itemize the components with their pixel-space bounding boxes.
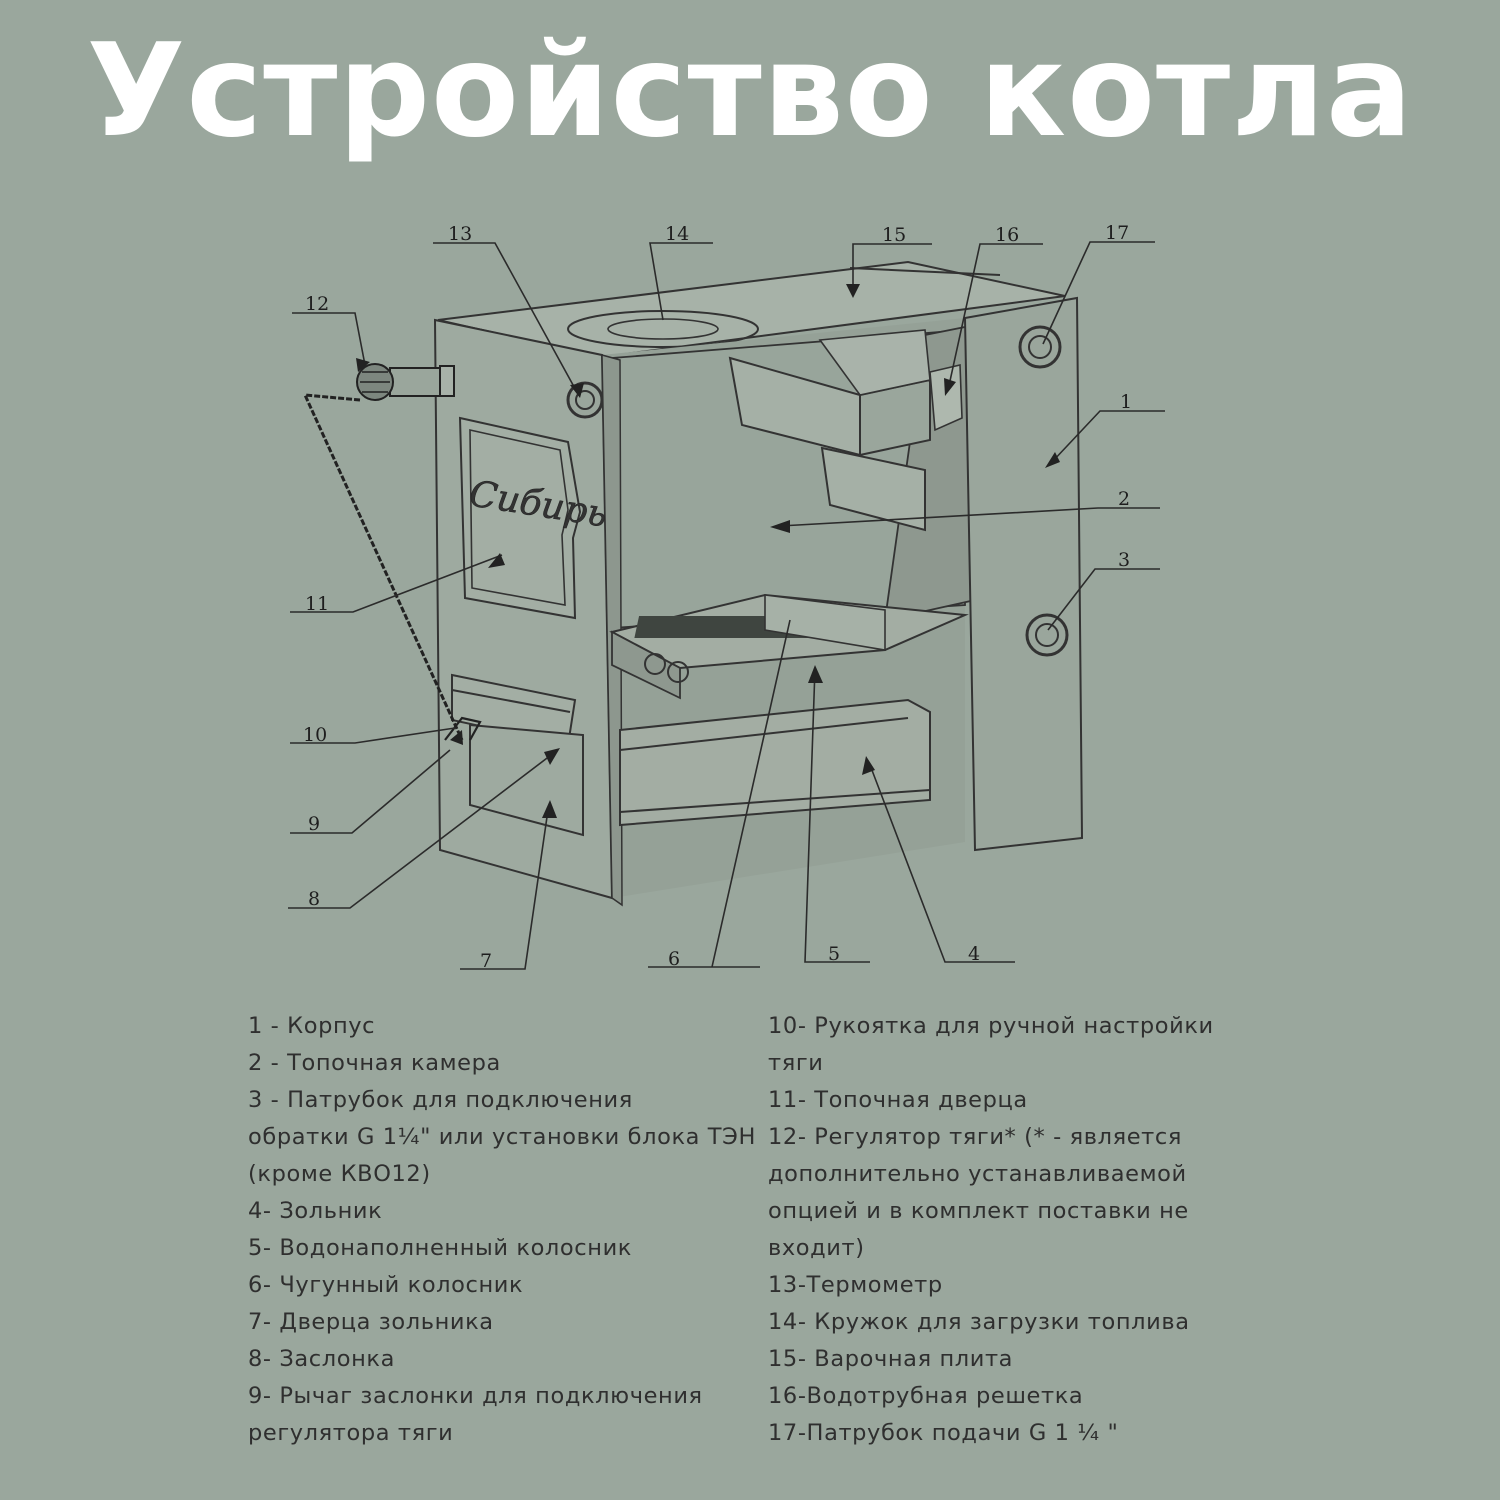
side-panel bbox=[965, 298, 1082, 850]
legend-item: 14- Кружок для загрузки топлива bbox=[768, 1309, 1190, 1335]
legend-item: 9- Рычаг заслонки для подключения bbox=[248, 1383, 703, 1409]
callout-16: 16 bbox=[995, 224, 1020, 246]
callout-12: 12 bbox=[305, 293, 330, 315]
legend-item: 7- Дверца зольника bbox=[248, 1309, 494, 1335]
logo-text: Сибирь bbox=[466, 473, 610, 536]
callout-14: 14 bbox=[665, 223, 690, 245]
return-pipe bbox=[1027, 615, 1067, 655]
legend-item: (кроме КВО12) bbox=[248, 1161, 431, 1187]
page-title: Устройство котла bbox=[86, 17, 1414, 166]
callout-3: 3 bbox=[1118, 549, 1131, 571]
legend-item: 6- Чугунный колосник bbox=[248, 1272, 524, 1298]
legend-right bbox=[768, 1008, 1214, 1452]
legend-item: 3 - Патрубок для подключения bbox=[248, 1087, 633, 1113]
callout-6: 6 bbox=[668, 948, 681, 970]
legend-item: 16-Водотрубная решетка bbox=[768, 1383, 1084, 1409]
legend-item: 1 - Корпус bbox=[248, 1013, 376, 1039]
boiler-body bbox=[305, 262, 1082, 905]
legend-item: 13-Термометр bbox=[768, 1272, 943, 1298]
legend-item: 15- Варочная плита bbox=[768, 1346, 1014, 1372]
legend-item: тяги bbox=[768, 1050, 824, 1076]
callout-13: 13 bbox=[448, 223, 473, 245]
callout-1: 1 bbox=[1120, 391, 1133, 413]
legend-left bbox=[248, 1008, 756, 1452]
draft-regulator bbox=[357, 364, 454, 400]
legend-item: 11- Топочная дверца bbox=[768, 1087, 1028, 1113]
legend-item: 2 - Топочная камера bbox=[248, 1050, 501, 1076]
callout-17: 17 bbox=[1105, 222, 1130, 244]
legend-item: 4- Зольник bbox=[248, 1198, 383, 1224]
legend-item: опцией и в комплект поставки не bbox=[768, 1198, 1189, 1224]
callout-5: 5 bbox=[828, 943, 841, 965]
callout-8: 8 bbox=[308, 888, 321, 910]
supply-pipe bbox=[1020, 327, 1060, 367]
callout-7: 7 bbox=[480, 950, 493, 972]
callout-15: 15 bbox=[882, 224, 907, 246]
callout-11: 11 bbox=[305, 593, 330, 615]
legend-item: 12- Регулятор тяги* (* - является bbox=[768, 1124, 1182, 1150]
legend-item: обратки G 1¼" или установки блока ТЭН bbox=[248, 1124, 756, 1150]
callout-2: 2 bbox=[1118, 488, 1131, 510]
callout-10: 10 bbox=[303, 724, 328, 746]
callout-9: 9 bbox=[308, 813, 321, 835]
callout-4: 4 bbox=[968, 943, 981, 965]
legend-item: 8- Заслонка bbox=[248, 1346, 396, 1372]
legend-item: 5- Водонаполненный колосник bbox=[248, 1235, 632, 1261]
legend-item: дополнительно устанавливаемой bbox=[768, 1161, 1187, 1187]
legend-item: 10- Рукоятка для ручной настройки bbox=[768, 1013, 1214, 1039]
legend-item: входит) bbox=[768, 1235, 865, 1261]
legend-item: 17-Патрубок подачи G 1 ¼ " bbox=[768, 1420, 1119, 1446]
legend-item: регулятора тяги bbox=[248, 1420, 454, 1446]
